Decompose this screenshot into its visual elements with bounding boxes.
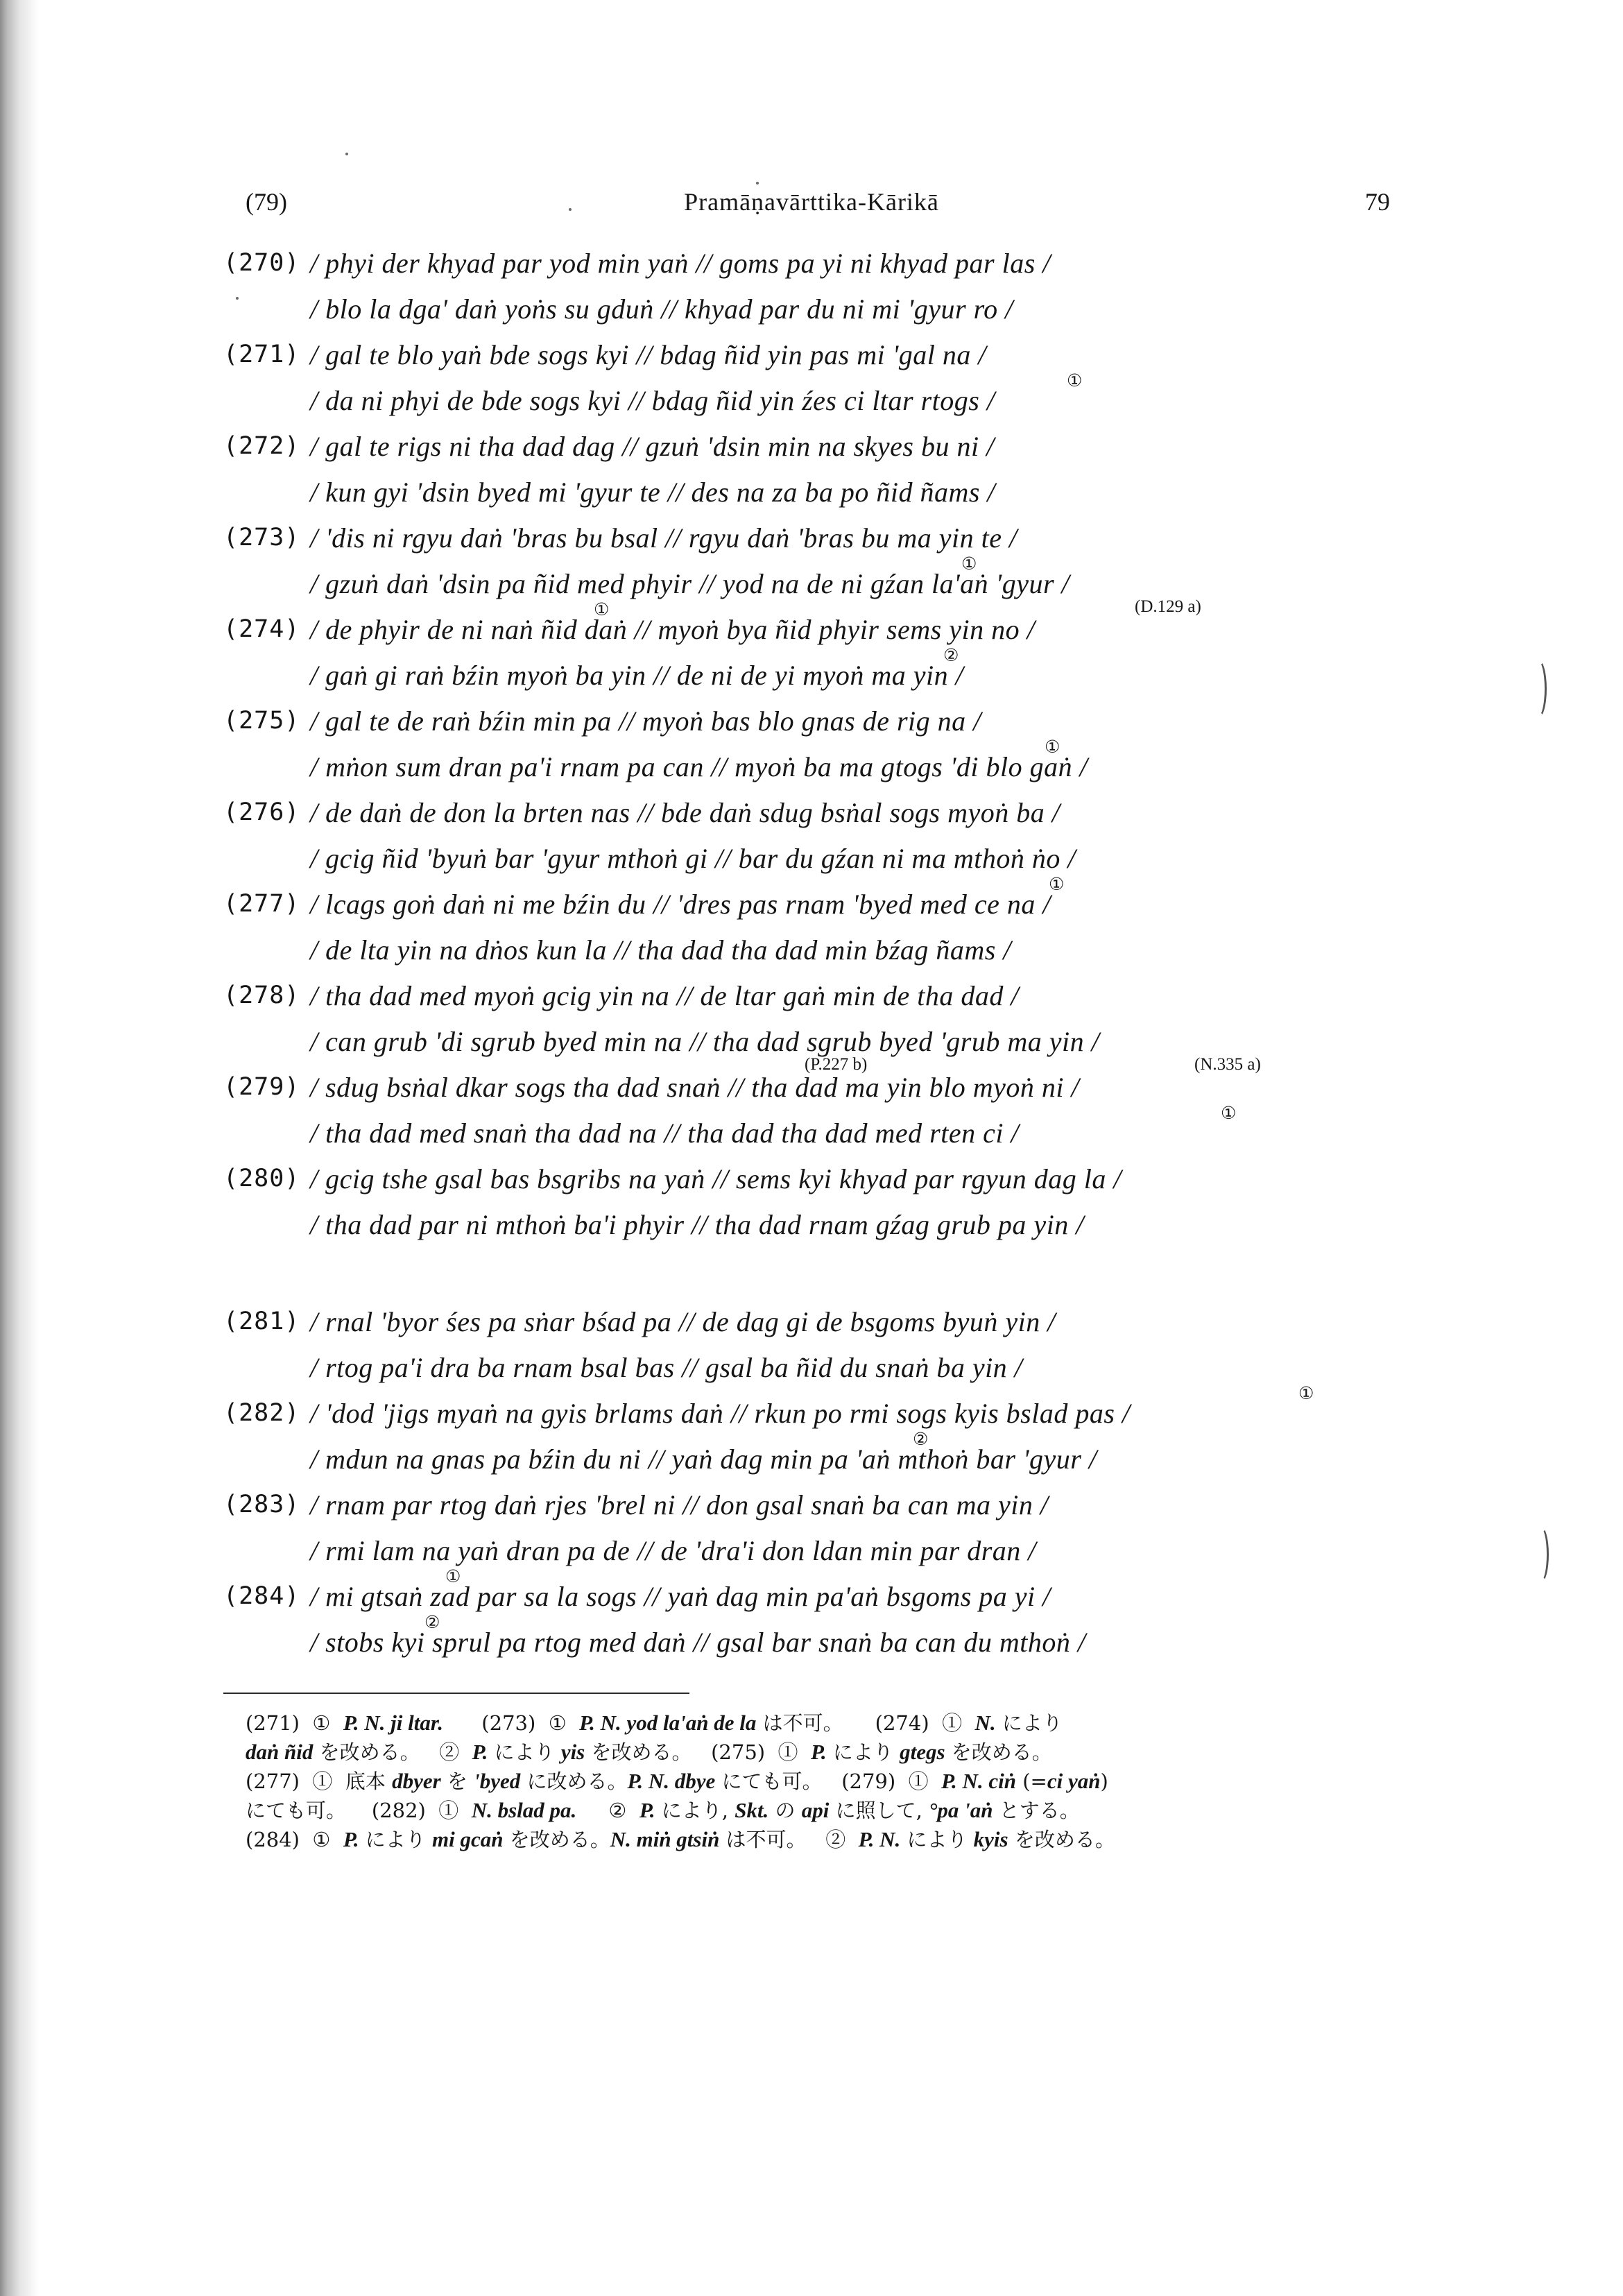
- verse-number: (271): [223, 341, 300, 368]
- edition-reference: (N.335 a): [1194, 1055, 1261, 1074]
- footnote-text: (=: [1016, 1770, 1047, 1793]
- footnote-line: [246, 1737, 1052, 1767]
- verse-line: [0, 567, 1623, 606]
- verse-text: / gal te rigs ni tha dad dag // gzuṅ 'dsin min na skyes bu ni /: [310, 431, 995, 462]
- verse-text: / blo la dga' daṅ yoṅs su gduṅ // khyad par du ni mi 'gyur ro /: [310, 293, 1013, 325]
- footnote-reading: P.: [472, 1740, 488, 1764]
- footnote-text: (273) ①: [443, 1711, 580, 1735]
- verse-text: / da ni phyi de bde sogs kyi // bdag ñid yin źes ci ltar rtogs /: [310, 385, 995, 416]
- verse-line: [0, 522, 1623, 560]
- verse-number: (275): [223, 707, 300, 735]
- verse-line: [0, 1305, 1623, 1344]
- verse-line: [0, 1489, 1623, 1527]
- note-marker: ②: [913, 1429, 929, 1449]
- verse-line: [0, 293, 1623, 332]
- footnote-reading: ci yaṅ: [1047, 1769, 1101, 1793]
- footnote-reading: gtegs: [900, 1740, 945, 1764]
- note-marker: ①: [1221, 1103, 1237, 1123]
- verse-line: [0, 613, 1623, 652]
- verse-text: / rtog pa'i dra ba rnam bsal bas // gsal ba ñid du snaṅ ba yin /: [310, 1352, 1023, 1383]
- verse-text: / gcig ñid 'byuṅ bar 'gyur mthoṅ gi // bar du gźan ni ma mthoṅ ṅo /: [310, 843, 1076, 874]
- verse-line: [0, 842, 1623, 881]
- verse-text: / can grub 'di sgrub byed min na // tha dad sgrub byed 'grub ma yin /: [310, 1026, 1100, 1057]
- verse-text: / phyi der khyad par yod min yaṅ // goms pa yi ni khyad par las /: [310, 248, 1051, 279]
- verse-number: (277): [223, 890, 300, 918]
- footnote-reading: api: [801, 1798, 830, 1822]
- note-marker: ①: [1049, 874, 1065, 894]
- footnote-text: を改める。 (275) ①: [585, 1740, 811, 1764]
- verse-line: [0, 888, 1623, 927]
- verse-text: / tha dad par ni mthoṅ ba'i phyir // tha dad rnam gźag grub pa yin /: [310, 1209, 1084, 1240]
- footnote-text: により: [488, 1740, 561, 1764]
- verse-text: / sdug bsṅal dkar sogs tha dad snaṅ // tha dad ma yin blo myoṅ ni /: [310, 1072, 1080, 1103]
- footnote-reading: P. N. dbye: [627, 1769, 716, 1793]
- verse-line: [0, 247, 1623, 286]
- verse-text: / tha dad med myoṅ gcig yin na // de ltar gaṅ min de tha dad /: [310, 980, 1019, 1011]
- verse-number: (272): [223, 432, 300, 460]
- verse-line: [0, 1534, 1623, 1573]
- verse-line: [0, 1443, 1623, 1482]
- verse-line: [0, 1351, 1623, 1390]
- footnote-text: を改める。: [1008, 1828, 1115, 1851]
- verse-number: (276): [223, 798, 300, 826]
- footnote-text: により,: [655, 1799, 735, 1822]
- verse-number: (273): [223, 524, 300, 551]
- verse-text: / tha dad med snaṅ tha dad na // tha dad tha dad med rten ci /: [310, 1117, 1020, 1149]
- footnote-line: [246, 1795, 1080, 1826]
- footnote-reading: P. N. yod la'aṅ de la: [579, 1711, 757, 1735]
- note-marker: ①: [1067, 370, 1083, 391]
- note-marker: ①: [961, 554, 977, 574]
- footnote-text: を改める。: [503, 1828, 610, 1851]
- footnote-text: ): [1100, 1770, 1108, 1793]
- footnote-reading: °pa 'aṅ: [929, 1798, 993, 1822]
- verse-text: / rnal 'byor śes pa sṅar bśad pa // de dag gi de bsgoms byuṅ yin /: [310, 1306, 1056, 1337]
- footnote-reading: N. miṅ gtsiṅ: [610, 1827, 720, 1851]
- verse-line: [0, 1117, 1623, 1156]
- verse-text: / de phyir de ni naṅ ñid daṅ // myoṅ bya ñid phyir sems yin no /: [310, 614, 1036, 645]
- footnote-rule: [223, 1693, 689, 1694]
- note-marker: ②: [943, 645, 959, 665]
- footnote-text: により: [359, 1828, 432, 1851]
- note-marker: ①: [445, 1566, 461, 1586]
- verse-line: [0, 1626, 1623, 1665]
- footnote-text: とする。: [993, 1799, 1080, 1822]
- verse-text: / mdun na gnas pa bźin du ni // yaṅ dag min pa 'aṅ mthoṅ bar 'gyur /: [310, 1443, 1097, 1475]
- verse-text: / gcig tshe gsal bas bsgribs na yaṅ // sems kyi khyad par rgyun dag la /: [310, 1163, 1122, 1194]
- header-section-number: (79): [246, 188, 287, 216]
- verse-text: / gal te de raṅ bźin min pa // myoṅ bas blo gnas de rig na /: [310, 705, 981, 737]
- footnote-text: に改める。: [520, 1770, 628, 1793]
- footnote-text: (277) ① 底本: [246, 1770, 393, 1793]
- verse-line: [0, 751, 1623, 789]
- footnote-reading: P.: [343, 1827, 359, 1851]
- footnote-text: により: [995, 1711, 1063, 1735]
- footnote-line: [246, 1766, 1108, 1797]
- footnote-reading: kyis: [973, 1827, 1008, 1851]
- header-title: Pramāṇavārttika-Kārikā: [684, 188, 939, 216]
- footnote-reading: N. bslad pa.: [471, 1798, 577, 1822]
- footnote-text: (271) ①: [246, 1711, 343, 1735]
- footnote-text: の: [768, 1799, 802, 1822]
- verse-number: (278): [223, 982, 300, 1009]
- verse-text: / mi gtsaṅ zad par sa la sogs // yaṅ dag min pa'aṅ bsgoms pa yi /: [310, 1581, 1051, 1612]
- verse-number: (274): [223, 615, 300, 643]
- footnote-text: を: [440, 1770, 474, 1793]
- verse-number: (283): [223, 1491, 300, 1518]
- note-marker: ①: [594, 599, 610, 619]
- footnote-text: ②: [576, 1799, 639, 1822]
- footnote-text: を改める。: [945, 1740, 1052, 1764]
- footnote-line: [246, 1708, 1063, 1738]
- verse-text: / 'dod 'jigs myaṅ na gyis brlams daṅ // rkun po rmi sogs kyis bslad pas /: [310, 1398, 1131, 1429]
- verse-text: / de lta yin na dṅos kun la // tha dad tha dad min bźag ñams /: [310, 934, 1011, 966]
- footnote-reading: P. N.: [858, 1827, 901, 1851]
- footnote-text: により: [826, 1740, 900, 1764]
- footnote-text: を改める。 ②: [313, 1740, 472, 1764]
- footnote-reading: Skt.: [735, 1798, 769, 1822]
- verse-number: (270): [223, 249, 300, 277]
- footnote-reading: N.: [974, 1711, 996, 1735]
- page-number: 79: [1365, 188, 1390, 216]
- note-marker: ①: [1045, 737, 1060, 757]
- verse-text: / de daṅ de don la brten nas // bde daṅ sdug bsṅal sogs myoṅ ba /: [310, 797, 1060, 828]
- footnote-text: にても可。 (282) ①: [246, 1799, 472, 1822]
- verse-text: / lcags goṅ daṅ ni me bźin du // 'dres pas rnam 'byed med ce na /: [310, 889, 1051, 920]
- edition-reference: (D.129 a): [1135, 597, 1201, 616]
- footnote-text: にても可。 (279) ①: [715, 1770, 942, 1793]
- footnote-reading: P.: [639, 1798, 655, 1822]
- footnote-text: により: [900, 1828, 974, 1851]
- verse-line: [0, 796, 1623, 835]
- footnote-reading: yis: [560, 1740, 585, 1764]
- verse-line: [0, 339, 1623, 377]
- verse-number: (281): [223, 1308, 300, 1335]
- footnote-text: に照して,: [829, 1799, 929, 1822]
- footnote-text: (284) ①: [246, 1828, 343, 1851]
- verse-text: / rnam par rtog daṅ rjes 'brel ni // don gsal snaṅ ba can ma yin /: [310, 1489, 1049, 1520]
- verse-text: / 'dis ni rgyu daṅ 'bras bu bsal // rgyu daṅ 'bras bu ma yin te /: [310, 522, 1017, 554]
- verse-line: [0, 1397, 1623, 1436]
- note-marker: ①: [1298, 1383, 1314, 1403]
- note-marker: ②: [424, 1612, 440, 1632]
- verse-line: [0, 1163, 1623, 1201]
- verse-text: / gaṅ gi raṅ bźin myoṅ ba yin // de ni de yi myoṅ ma yin /: [310, 660, 964, 691]
- footnote-reading: 'byed: [474, 1769, 521, 1793]
- footnote-line: [246, 1824, 1115, 1855]
- verse-text: / rmi lam na yaṅ dran pa de // de 'dra'i don ldan min par dran /: [310, 1535, 1036, 1566]
- footnote-reading: P. N. ciṅ: [941, 1769, 1017, 1793]
- footnote-text: は不可。 (274) ①: [756, 1711, 975, 1735]
- verse-line: [0, 430, 1623, 469]
- verse-line: [0, 979, 1623, 1018]
- footnote-reading: daṅ ñid: [246, 1740, 314, 1764]
- verse-line: [0, 1580, 1623, 1619]
- verse-line: [0, 384, 1623, 423]
- edition-reference: (P.227 b): [805, 1055, 868, 1074]
- verse-line: [0, 476, 1623, 515]
- verse-text: / stobs kyi sprul pa rtog med daṅ // gsal bar snaṅ ba can du mthoṅ /: [310, 1627, 1086, 1658]
- verse-number: (279): [223, 1073, 300, 1101]
- verse-number: (284): [223, 1582, 300, 1610]
- verse-text: / mṅon sum dran pa'i rnam pa can // myoṅ ba ma gtogs 'di blo gaṅ /: [310, 751, 1088, 782]
- verse-line: [0, 934, 1623, 973]
- verse-number: (282): [223, 1399, 300, 1427]
- footnote-text: は不可。 ②: [719, 1828, 859, 1851]
- verse-line: [0, 1208, 1623, 1247]
- verse-number: (280): [223, 1165, 300, 1192]
- verse-text: / gal te blo yaṅ bde sogs kyi // bdag ñid yin pas mi 'gal na /: [310, 339, 987, 370]
- verse-text: / gzuṅ daṅ 'dsin pa ñid med phyir // yod na de ni gźan la'aṅ 'gyur /: [310, 568, 1070, 599]
- footnote-reading: P.: [810, 1740, 827, 1764]
- footnote-reading: mi gcaṅ: [432, 1827, 504, 1851]
- footnote-reading: P. N. ji ltar.: [343, 1711, 443, 1735]
- verse-line: [0, 659, 1623, 698]
- verse-line: [0, 1071, 1623, 1110]
- footnote-reading: dbyer: [392, 1769, 441, 1793]
- verse-line: [0, 705, 1623, 744]
- verse-text: / kun gyi 'dsin byed mi 'gyur te // des na za ba po ñid ñams /: [310, 477, 996, 508]
- running-header: [0, 187, 1623, 222]
